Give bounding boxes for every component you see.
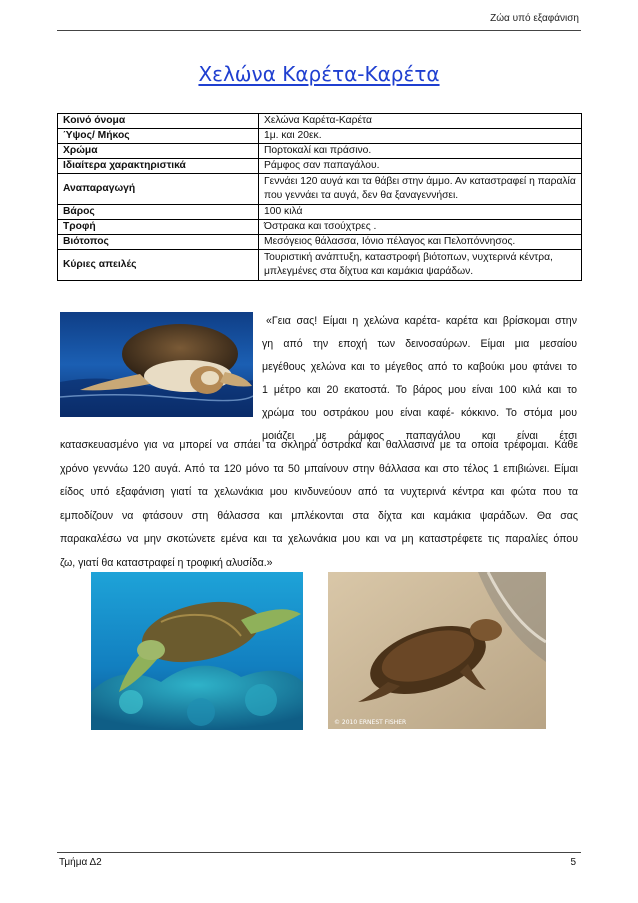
info-label: Αναπαραγωγή — [58, 174, 259, 205]
info-value: 1μ. και 20εκ. — [259, 129, 582, 144]
info-row — [58, 174, 582, 205]
intro-line: χρώμα του οστράκου μου είναι καφέ- κόκκινο. Το στόμα μου — [262, 407, 577, 419]
info-label: Κύριες απειλές — [58, 250, 259, 281]
info-value: Μεσόγειος θάλασσα, Ιόνιο πέλαγος και Πελοπόννησος. — [259, 235, 582, 250]
info-value: Πορτοκαλί και πράσινο. — [259, 144, 582, 159]
body-text — [60, 434, 578, 576]
info-label: Ύψος/ Μήκος — [58, 129, 259, 144]
info-row — [58, 114, 582, 129]
info-label: Βιότοπος — [58, 235, 259, 250]
header-divider — [57, 30, 581, 31]
body-line: κατασκευασμένο για να μπορεί να σπάει τα σκληρά όστρακα και θαλλασινά με τα οποία τρέφομαι. Κάθε — [60, 439, 578, 451]
turtle-reef-photo — [91, 572, 303, 730]
info-label: Κοινό όνομα — [58, 114, 259, 129]
body-line: παρακαλέσω να μην σκοτώνετε εμένα και τα χελωνάκια μου και να μη καταστρέφετε τις παραλίες όπου — [60, 533, 578, 546]
footer-class-label: Τμήμα Δ2 — [59, 857, 102, 868]
intro-line: γη από την εποχή των δεινοσαύρων. Είμαι μια μεσαίου — [262, 338, 577, 350]
info-label: Χρώμα — [58, 144, 259, 159]
intro-line: 1 μέτρο και 20 εκατοστά. Το βάρος μου είναι 100 κιλά και το — [262, 384, 577, 396]
turtle-beach-photo — [328, 572, 546, 729]
info-label: Βάρος — [58, 205, 259, 220]
info-value: Όστρακα και τσούχτρες . — [259, 220, 582, 235]
page-title: Χελώνα Καρέτα-Καρέτα — [198, 62, 440, 86]
info-value: Χελώνα Καρέτα-Καρέτα — [259, 114, 582, 129]
info-row — [58, 129, 582, 144]
intro-line: μεγέθους χελώνα και το μέγεθος από το καβούκι μου φτάνει το — [262, 361, 577, 373]
info-row — [58, 235, 582, 250]
info-value: Γεννάει 120 αυγά και τα θάβει στην άμμο. Αν καταστραφεί η παραλία που γεννάει τα αυγά, δεν θα ξαναγεννήσει. — [259, 174, 582, 205]
info-value: Τουριστική ανάπτυξη, καταστροφή βιότοπων, νυχτερινά κέντρα, μπλεγμένες στα δίχτυα και καμάκια ψαράδων. — [259, 250, 582, 281]
info-label: Ιδιαίτερα χαρακτηριστικά — [58, 159, 259, 174]
body-line: χρόνο γεννάω 120 αυγά. Από τα 120 μόνο τα 50 μπαίνουν στην θάλλασα και στο τέλος 1 επιβιώνει. Είμαι — [60, 462, 578, 475]
info-row — [58, 205, 582, 220]
info-label: Τροφή — [58, 220, 259, 235]
body-line: ζω, γιατί θα καταστραφεί η τροφική αλυσίδα.» — [60, 556, 273, 569]
turtle-swimming-photo — [60, 312, 253, 417]
footer-divider — [57, 852, 581, 853]
info-row — [58, 250, 582, 281]
info-row — [58, 220, 582, 235]
body-line: εμποδίζουν να φτάσουν στη θάλασσα και μπλέκονται στα δίχτα και καμάκια ψαράδων. Θα σας — [60, 509, 578, 522]
info-value: Ράμφος σαν παπαγάλου. — [259, 159, 582, 174]
intro-line: «Γεια σας! Είμαι η χελώνα καρέτα- καρέτα και βρίσκομαι στην — [266, 315, 577, 327]
intro-line: μοιάζει με ράμφος παπαγάλου και είναι έτσι — [262, 430, 577, 442]
page-number: 5 — [570, 857, 576, 868]
page-header-text: Ζώα υπό εξαφάνιση — [490, 13, 579, 24]
info-row — [58, 144, 582, 159]
intro-text — [262, 310, 577, 448]
info-row — [58, 159, 582, 174]
body-line: είδος υπό εξαφάνιση γιατί τα χελωνάκια μου κινδυνεύουν από τα νυχτερινά κέντρα και φώτα που τα — [60, 486, 578, 499]
info-value: 100 κιλά — [259, 205, 582, 220]
info-table — [57, 113, 582, 281]
photo-watermark: © 2010 ERNEST FISHER — [334, 719, 407, 726]
